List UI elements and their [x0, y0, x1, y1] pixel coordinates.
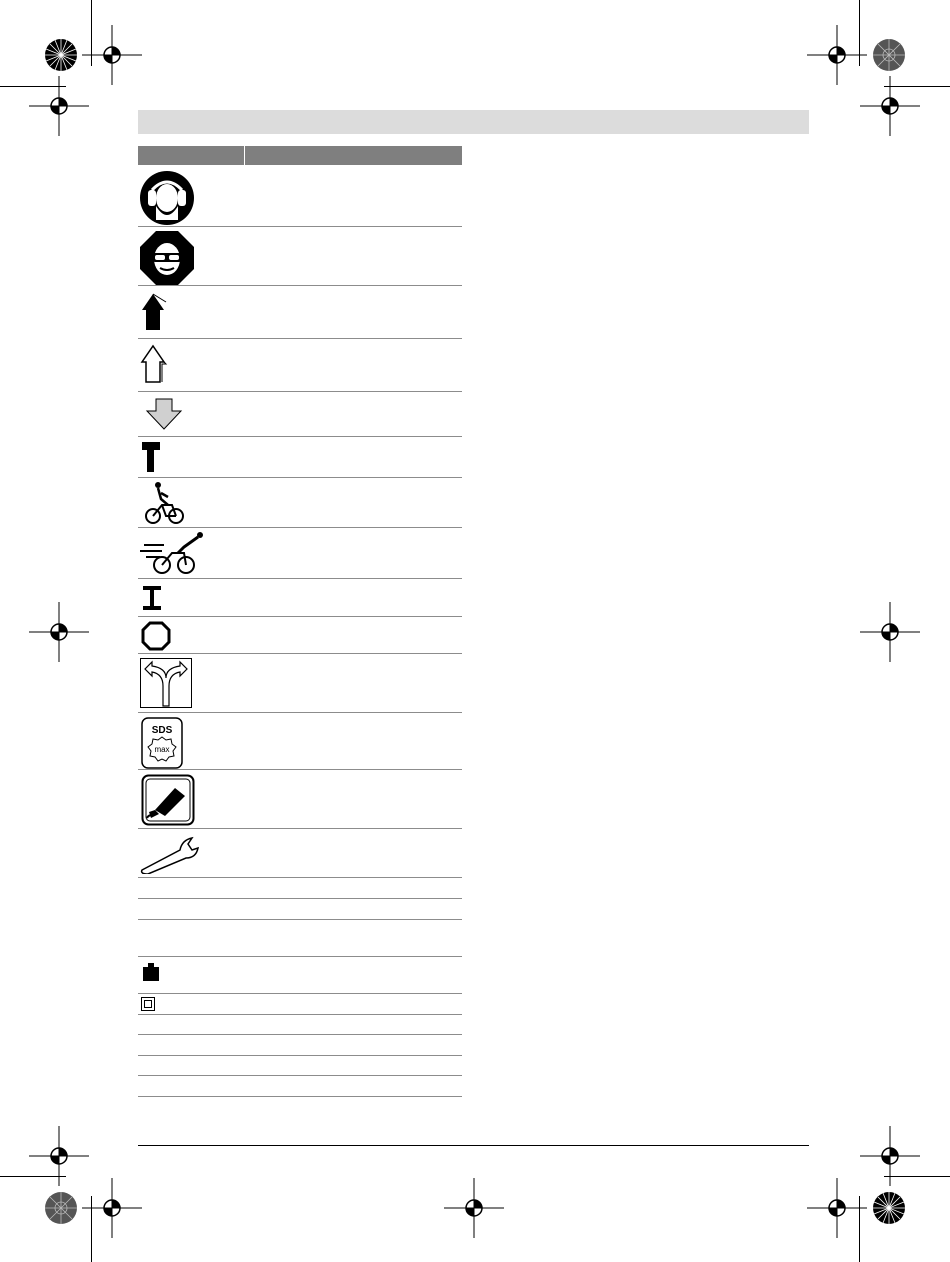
wear-ear-protection-icon	[139, 170, 195, 226]
sds-max-icon	[141, 717, 183, 769]
fork-arrows-icon	[140, 658, 192, 708]
filled-arrow-up-icon	[140, 292, 170, 332]
outline-arrow-up-icon	[140, 344, 170, 384]
hammer-icon	[141, 441, 161, 473]
wrench-icon	[138, 834, 202, 874]
grease-tube-icon	[141, 774, 195, 826]
i-beam-icon	[142, 585, 162, 611]
page-header-band	[138, 110, 809, 134]
arrow-down-icon	[144, 397, 184, 431]
sds-label: SDS	[151, 725, 173, 736]
weight-icon	[141, 962, 161, 982]
octagon-bit-icon	[141, 621, 171, 651]
protection-class-ii-icon	[141, 997, 155, 1011]
slow-bicycle-icon	[140, 481, 188, 525]
fast-bicycle-icon	[140, 531, 206, 575]
table-header-divider	[244, 146, 245, 165]
page-footer-rule	[138, 1145, 809, 1146]
table-header	[138, 146, 462, 165]
max-label: max	[154, 745, 170, 754]
wear-safety-goggles-icon	[139, 230, 195, 286]
